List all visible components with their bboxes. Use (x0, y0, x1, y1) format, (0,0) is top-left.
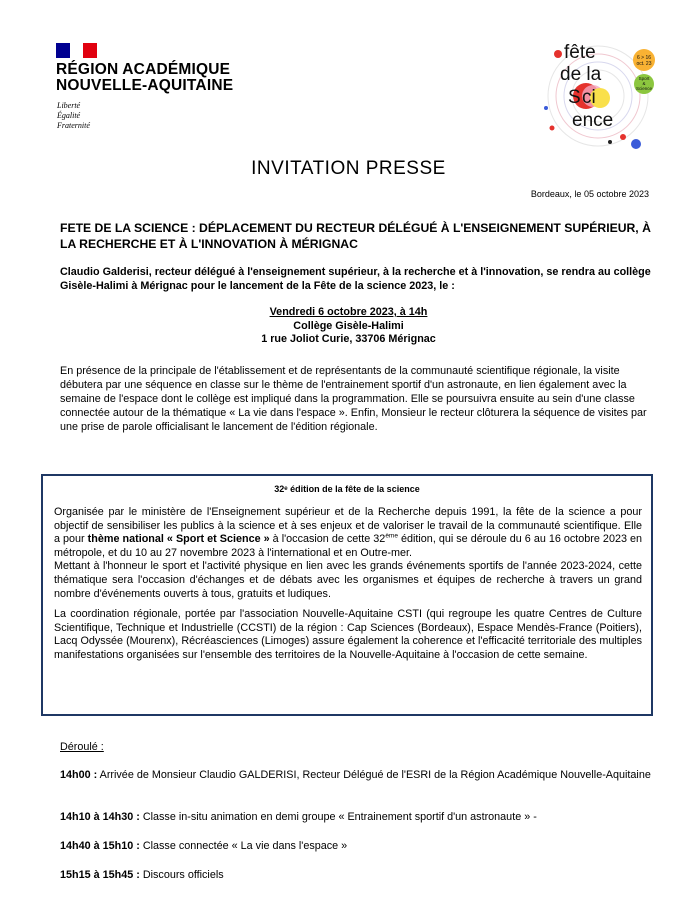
motto-liberte: Liberté (57, 101, 81, 110)
program-text: Classe connectée « La vie dans l'espace » (139, 840, 348, 852)
fete-de-la-science-logo (540, 34, 670, 156)
event-address: 1 rue Joliot Curie, 33706 Mérignac (261, 333, 436, 345)
republic-motto (57, 101, 90, 131)
flag-red-stripe (83, 43, 97, 58)
box-body (54, 506, 642, 663)
logo-badge-line1: Sport (638, 76, 650, 81)
program-time: 14h40 à 15h10 : (60, 840, 140, 852)
edition-info-box (41, 474, 653, 716)
national-theme: thème national « Sport et Science » (87, 533, 270, 546)
motto-egalite: Égalité (57, 111, 81, 120)
event-date: Vendredi 6 octobre 2023, à 14h (269, 306, 428, 318)
headline: FETE DE LA SCIENCE : DÉPLACEMENT DU RECTEUR DÉLÉGUÉ À L'ENSEIGNEMENT SUPÉRIEUR, À LA RECHERCHE ET À L'INNOVATION À MÉRIGNAC (60, 221, 651, 251)
logo-text-s: S (568, 87, 581, 108)
logo-dates-line2: oct. 23 (636, 61, 652, 67)
event-details (0, 306, 697, 347)
program-time: 14h10 à 14h30 : (60, 811, 140, 823)
box-p1-part-b: à l'occasion de cette 32 (269, 533, 386, 546)
flag-blue-stripe (56, 43, 70, 58)
logo-badge-line3: Science (635, 86, 653, 91)
program-heading: Déroulé : (60, 741, 104, 753)
program-text: Discours officiels (139, 869, 224, 881)
org-line-1: RÉGION ACADÉMIQUE (56, 61, 231, 78)
visit-description: En présence de la principale de l'établissement et de représentants de la communauté scientifique régionale, la visite débutera par une séquence en classe sur le thème de l'entrainement sportif d'un astronaute, en lien également avec la semaine de l'espace dont le collège est impliqué dans la programmation. Elle se poursuivra ensuite au sein d'une classe connectée autour de la thématique « La vie dans l'espace ». Enfin, Monsieur le recteur clôturera la séquence de visites par une prise de parole officialisant le lancement de l'édition régionale. (60, 365, 647, 433)
republic-flag-logo (56, 43, 97, 58)
ordinal-superscript: ème (385, 532, 398, 540)
program-text: Classe in-situ animation en demi groupe « Entrainement sportif d'un astronaute » - (139, 811, 537, 823)
flag-white-stripe (70, 43, 83, 58)
intro-paragraph: Claudio Galderisi, recteur délégué à l'enseignement supérieur, à la recherche et à l'innovation, se rendra au collège Gisèle-Halimi à Mérignac pour le lancement de la Fête de la science 2023, le : (60, 266, 651, 292)
box-p1-part-c: édition, qui se déroule du 6 au 16 octobre 2023 en métropole, et du 10 au 27 novembre 2023 à l'international et en Outre-mer. (54, 533, 642, 559)
box-paragraph-1 (54, 506, 642, 560)
program-item (60, 839, 660, 853)
logo-text-dela: de la (560, 64, 602, 85)
dateline: Bordeaux, le 05 octobre 2023 (530, 189, 649, 199)
box-paragraph-2: Mettant à l'honneur le sport et l'activité physique en lien avec les grands événements sportifs de l'année 2023-2024, cette thématique sera l'occasion d'échanges et de débats avec les organismes et équipes de recherche à travers un grand nombre d'événements ouverts à tous, gratuits et ludiques. (54, 560, 642, 600)
program-text: Arrivée de Monsieur Claudio GALDERISI, Recteur Délégué de l'ESRI de la Région Académique Nouvelle-Aquitaine (97, 769, 651, 781)
logo-badge-line2: & (642, 81, 646, 86)
program-time: 15h15 à 15h45 : (60, 869, 140, 881)
program-item (60, 768, 660, 782)
box-p1-part-a: Organisée par le ministère de l'Enseignement supérieur et de la Recherche depuis 1991, la fête de la science a pour objectif de sensibiliser les publics à la science et à ses enjeux et de valoriser le travail de la communauté scientifique. Elle a pour (54, 506, 642, 546)
program-item (60, 868, 660, 882)
program-item (60, 810, 660, 824)
box-title: 32ᵉ édition de la fête de la science (274, 484, 420, 494)
motto-fraternite: Fraternité (57, 121, 90, 130)
logo-dates-line1: 6 > 16 (636, 55, 652, 61)
logo-text-ci: ci (582, 87, 596, 108)
organization-name (56, 62, 233, 94)
logo-text-ence: ence (572, 110, 614, 131)
event-place: Collège Gisèle-Halimi (293, 319, 404, 332)
box-paragraph-3: La coordination régionale, portée par l'association Nouvelle-Aquitaine CSTI (qui regroupe les quatre Centres de Culture Scientifique, Technique et Industrielle (CCSTI) de la région : Cap Sciences (Bordeaux), Espace Mendès-France (Poitiers), Lacq Odyssée (Mourenx), Récréasciences (Limoges) assure également la coherence et l'efficacité territoriale des multiples manifestations organisées sur l'ensemble des territoires de la Nouvelle-Aquitaine à l'occasion de cette semaine. (54, 608, 642, 661)
logo-text-fete: fête (564, 42, 596, 63)
org-line-2: NOUVELLE-AQUITAINE (56, 77, 234, 94)
page-title: INVITATION PRESSE (251, 158, 446, 179)
program-time: 14h00 : (60, 769, 98, 781)
